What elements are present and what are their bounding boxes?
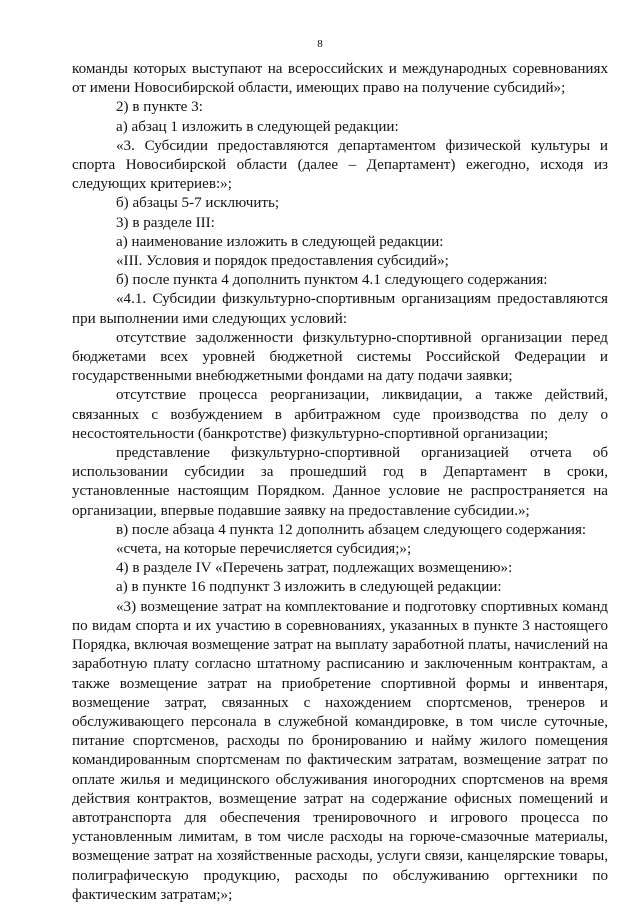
paragraph: «III. Условия и порядок предоставления субсидий»; (116, 253, 449, 270)
paragraph: а) абзац 1 изложить в следующей редакции: (116, 118, 399, 135)
page-number: 8 (317, 38, 323, 50)
paragraph: «счета, на которые перечисляется субсидия;»; (116, 541, 412, 558)
paragraph: «3) возмещение затрат на комплектование и подготовку спортивных команд по видам спорта и их участию в соревнованиях, указанных в пункте 3 настоящего Порядка, включая возмещение затрат на выплату заработной платы, начислений на заработную плату согласно штатному расписанию и заключенным контрактам, а также возмещение затрат на приобретение спортивной формы и инвентаря, возмещение затрат, связанных с нахождением спортсменов, тренеров и обслуживающего персонала в служебной командировке, в том числе суточные, питание спортсменов, расходы по бронированию и найму жилого помещения командированным спортсменам по фактическим затратам, возмещение затрат по оплате жилья и медицинского обслуживания иногородних спортсменов на время действия контрактов, возмещение затрат на содержание офисных помещений и автотранспорта для обеспечения тренировочного и игрового процесса по установленным лимитам, в том числе расходы на горюче-смазочные материалы, возмещение затрат на хозяйственные расходы, услуги связи, канцелярские товары, полиграфическую продукцию, расходы по обслуживанию оргтехники по фактическим затратам;»; (72, 598, 608, 903)
paragraph: отсутствие процесса реорганизации, ликвидации, а также действий, связанных с возбуждением в арбитражном суде производства по делу о несостоятельности (банкротстве) физкультурно-спортивной организации; (72, 387, 608, 442)
paragraph: 4) в разделе IV «Перечень затрат, подлежащих возмещению»: (116, 560, 513, 577)
paragraph: команды которых выступают на всероссийских и международных соревнованиях от имени Новосибирской области, имеющих право на получение субсидий»; (72, 61, 608, 97)
document-body (72, 60, 608, 905)
paragraph: б) абзацы 5-7 исключить; (116, 195, 280, 212)
paragraph: представление физкультурно-спортивной организацией отчета об использовании субсидии за прошедший год в Департамент в сроки, установленные настоящим Порядком. Данное условие не распространяется на организации, впервые подавшие заявку на предоставление субсидии.»; (72, 445, 608, 519)
paragraph: а) в пункте 16 подпункт 3 изложить в следующей редакции: (116, 579, 502, 596)
paragraph: «4.1. Субсидии физкультурно-спортивным организациям предоставляются при выполнении ими следующих условий: (72, 291, 608, 327)
paragraph: а) наименование изложить в следующей редакции: (116, 233, 444, 250)
paragraph: 3) в разделе III: (116, 214, 215, 231)
paragraph: 2) в пункте 3: (116, 99, 203, 116)
paragraph: б) после пункта 4 дополнить пунктом 4.1 следующего содержания: (116, 272, 548, 289)
paragraph: в) после абзаца 4 пункта 12 дополнить абзацем следующего содержания: (116, 521, 587, 538)
paragraph: «3. Субсидии предоставляются департаментом физической культуры и спорта Новосибирской области (далее – Департамент) ежегодно, исходя из следующих критериев:»; (72, 137, 608, 193)
paragraph: отсутствие задолженности физкультурно-спортивной организации перед бюджетами всех уровней бюджетной системы Российской Федерации и государственными внебюджетными фондами на дату подачи заявки; (72, 329, 608, 385)
